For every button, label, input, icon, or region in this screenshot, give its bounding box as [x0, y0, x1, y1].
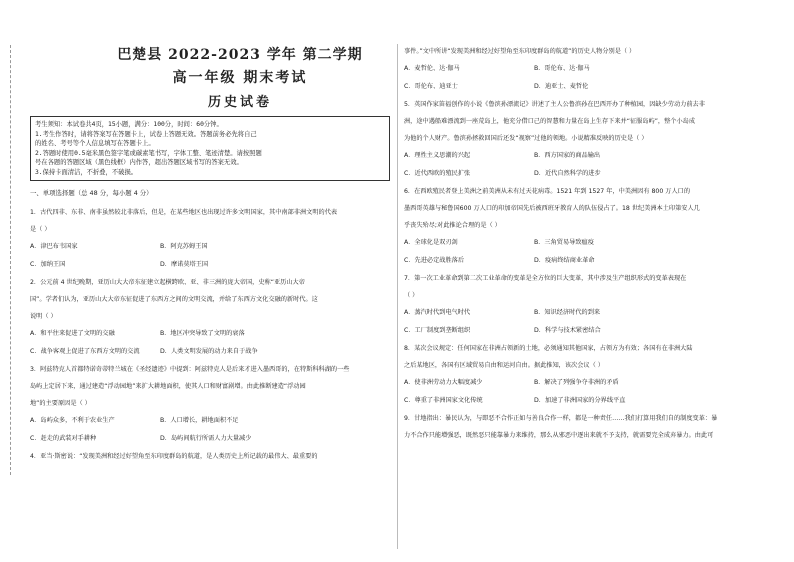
- subject-title: 历史试卷: [207, 95, 272, 110]
- question-q1: [30, 205, 390, 272]
- candidate-notice: [30, 116, 390, 181]
- question-q2: [30, 275, 390, 359]
- question-stem: 9．甘地指出：暴民认为，与即恶不合作正如与善良合作一样，都是一种责任……我们打算用我们自的制度变革：暴: [404, 415, 718, 422]
- question-stem: 地”的主要原因是（ ）: [30, 400, 91, 407]
- answer-option: B．西方国家的商品输出: [534, 152, 601, 159]
- answer-option: C．先进必定战胜落后: [404, 257, 465, 264]
- section-title: 一、单项选择题（总 48 分，每小题 4 分）: [30, 189, 153, 197]
- answer-option: C．加纳王国: [30, 261, 66, 268]
- question-stem: 国”。学者们认为，亚历山大大帝东征促进了东西方之间的文明交流，并给了东西方文化交融的新时代。这: [30, 296, 318, 303]
- question-q9: [404, 411, 782, 443]
- answer-option: A．岛屿众多，不利于农业生产: [30, 417, 115, 424]
- option-row: [30, 257, 390, 272]
- option-row: [30, 239, 390, 254]
- question-q6: [404, 184, 782, 268]
- binding-line: [10, 45, 12, 475]
- exam-title: 巴楚县 2022-2023 学年 第二学期: [117, 47, 363, 63]
- question-stem: （ ）: [404, 292, 419, 299]
- answer-option: B．三角贸易导致瘟疫: [534, 239, 594, 246]
- notice-line: 的姓名、考号等个人信息填写在答题卡上。: [35, 140, 155, 147]
- option-row: [30, 326, 390, 341]
- answer-option: B．人口增长，耕地面积不足: [160, 417, 239, 424]
- question-q5: [404, 97, 782, 181]
- answer-option: D．迪亚士、麦哲伦: [534, 83, 589, 90]
- option-row: [404, 61, 782, 76]
- answer-option: D．人类文明发展的动力来自于战争: [160, 348, 258, 355]
- answer-option: D．疫病终结商业革命: [534, 257, 595, 264]
- question-stem: 是（ ）: [30, 226, 51, 233]
- notice-line: 考生须知：本试卷共4页，15小题，满分：100分，时间：60分钟。: [35, 121, 223, 128]
- question-stem: 4．亚当·斯密说：“发现美洲和经过好望角至东印度群岛的航道，是人类历史上所记载的最伟大、最重要的: [30, 453, 318, 460]
- notice-line: 1.考生作答时，请将答案写在答题卡上，试卷上答题无效。答题前务必先将自己: [35, 130, 257, 138]
- question-q8: [404, 341, 782, 408]
- question-stem: 7．第一次工业革命到第二次工业革命的变革是全方位的巨大变革，其中涉及生产组织形式的变革表现在: [404, 275, 687, 282]
- option-row: [30, 431, 390, 446]
- question-stem: 墨西哥英雄与秘鲁国600 万人口的印加帝国先后被西班牙教育人的队伍侵占了。18 世纪美洲本土印第安人几: [404, 205, 700, 212]
- option-row: [404, 393, 782, 408]
- question-stem: 洲，途中遇船难漂流到一座荒岛上，他充分借口己的智慧和力量在岛上生存下来并“征服岛屿”，整个小岛成: [404, 118, 696, 125]
- answer-option: D．加速了非洲国家的分界线平直: [534, 397, 626, 404]
- right-column: [404, 44, 782, 445]
- answer-option: D．科学与技术紧密结合: [534, 327, 601, 334]
- question-q7: [404, 271, 782, 338]
- option-row: [404, 166, 782, 181]
- answer-option: D．摩诺莫塔王国: [160, 261, 209, 268]
- question-stem: 2．公元前 4 世纪晚期，亚历山大大帝东征建立起横跨欧、亚、非三洲的庞大帝国，史称“亚历山大帝: [30, 279, 305, 286]
- answer-option: C．尊重了非洲国家文化传统: [404, 397, 483, 404]
- option-row: [404, 323, 782, 338]
- question-stem: 1．古代四非、东非、南非虽然较北非落后，但是，在某些地区也出现过许多文明国家，其中南部非洲文明的代表: [30, 209, 338, 216]
- question-q4: [30, 449, 390, 464]
- answer-option: C．工厂制度到垄断组织: [404, 327, 471, 334]
- exam-subtitle: 高一年级 期末考试: [172, 70, 308, 86]
- option-row: [30, 344, 390, 359]
- option-row: [404, 148, 782, 163]
- option-row: [30, 413, 390, 428]
- question-stem: 乎丧失殆尽;对此推论合理的是（ ）: [404, 222, 501, 229]
- answer-option: A．津巴布韦国家: [30, 243, 78, 250]
- option-row: [404, 305, 782, 320]
- answer-option: B．知识经济时代的到来: [534, 309, 601, 316]
- answer-option: B．哥伦布、达·伽马: [534, 65, 590, 72]
- answer-option: C．战争客观上促进了东西方文明的交流: [30, 348, 140, 355]
- answer-option: C．赶走的武装对手耕种: [30, 435, 97, 442]
- answer-option: B．地区冲突导致了文明的衰落: [160, 330, 245, 337]
- question-q4cont: [404, 44, 782, 94]
- question-stem: 6．在西欧殖民者登上美洲之前美洲从未有过天花病毒。1521 年到 1527 年，中美洲因有 800 万人口的: [404, 188, 691, 195]
- answer-option: D．近代自然科学的进步: [534, 170, 601, 177]
- answer-option: A．和平往来促进了文明的交融: [30, 330, 115, 337]
- answer-option: C．哥伦布、迪亚士: [404, 83, 458, 90]
- answer-option: A．全球化是双刃剑: [404, 239, 458, 246]
- question-stem: 事件。”文中所讲“发现美洲和经过好望角至东印度群岛的航道”的历史人物分别是（ ）: [404, 48, 636, 55]
- question-stem: 岛屿上定居下来，通过建造“浮动园地”来扩大耕地面积，使其人口和财富剧增。由此推断建造“浮动园: [30, 383, 306, 390]
- answer-option: B．解决了列强争夺非洲的矛盾: [534, 379, 619, 386]
- option-row: [404, 253, 782, 268]
- question-stem: 3．阿兹特克人首都特诺奇蒂特兰城在《圣经遗迹》中提到：阿兹特克人是后来才进入墨西哥的，在特斯科科湖的一些: [30, 366, 350, 373]
- question-stem: 说明（ ）: [30, 313, 57, 320]
- answer-option: A．使非洲劳动力大幅度减少: [404, 379, 483, 386]
- answer-option: B．阿克苏姆王国: [160, 243, 208, 250]
- notice-line: 2.答题时使用0.5毫米黑色签字笔或碳素笔书写，字体工整、笔迹清楚。请按照题: [35, 149, 262, 157]
- notice-line: 号在各题的答题区域（黑色线框）内作答，超出答题区域书写的答案无效。: [35, 159, 243, 166]
- answer-option: C．近代西欧的殖民扩张: [404, 170, 471, 177]
- question-stem: 5．英国作家笛福创作的小说《鲁滨孙漂流记》讲述了主人公鲁滨孙在巴西开办了种植园，因缺少劳动力前去非: [404, 101, 705, 108]
- left-column: [30, 44, 390, 466]
- option-row: [404, 79, 782, 94]
- answer-option: A．麦哲伦、达·伽马: [404, 65, 460, 72]
- option-row: [404, 375, 782, 390]
- question-q3: [30, 362, 390, 446]
- question-stem: 8．某次会议规定：任何国家在非洲占领新的土地，必须通知其他国家，占领方为有效；各国有在非洲大陆: [404, 345, 693, 352]
- column-divider: [397, 44, 398, 549]
- answer-option: A．蒸汽时代到电气时代: [404, 309, 471, 316]
- question-stem: 之后某地区，各国有区域贸易自由和运河自由。据此推知，该次会议（ ）: [404, 362, 604, 369]
- answer-option: A．理性主义思潮的兴起: [404, 152, 471, 159]
- question-stem: 为他的个人财产。鲁滨孙拯救回国后还发“视察”过他的领地。小说精准反映的历史是（ ）: [404, 135, 648, 142]
- notice-line: 3.保持卡面清洁，不折叠，不破损。: [35, 168, 138, 176]
- question-stem: 力不合作只能增强恶，既然恶只能靠暴力来维持，那么从邪恶中逐出来就不予支持，就需要完全成弃暴力。由此可: [404, 432, 714, 439]
- answer-option: D．岛屿间航行所需人力大量减少: [160, 435, 252, 442]
- option-row: [404, 235, 782, 250]
